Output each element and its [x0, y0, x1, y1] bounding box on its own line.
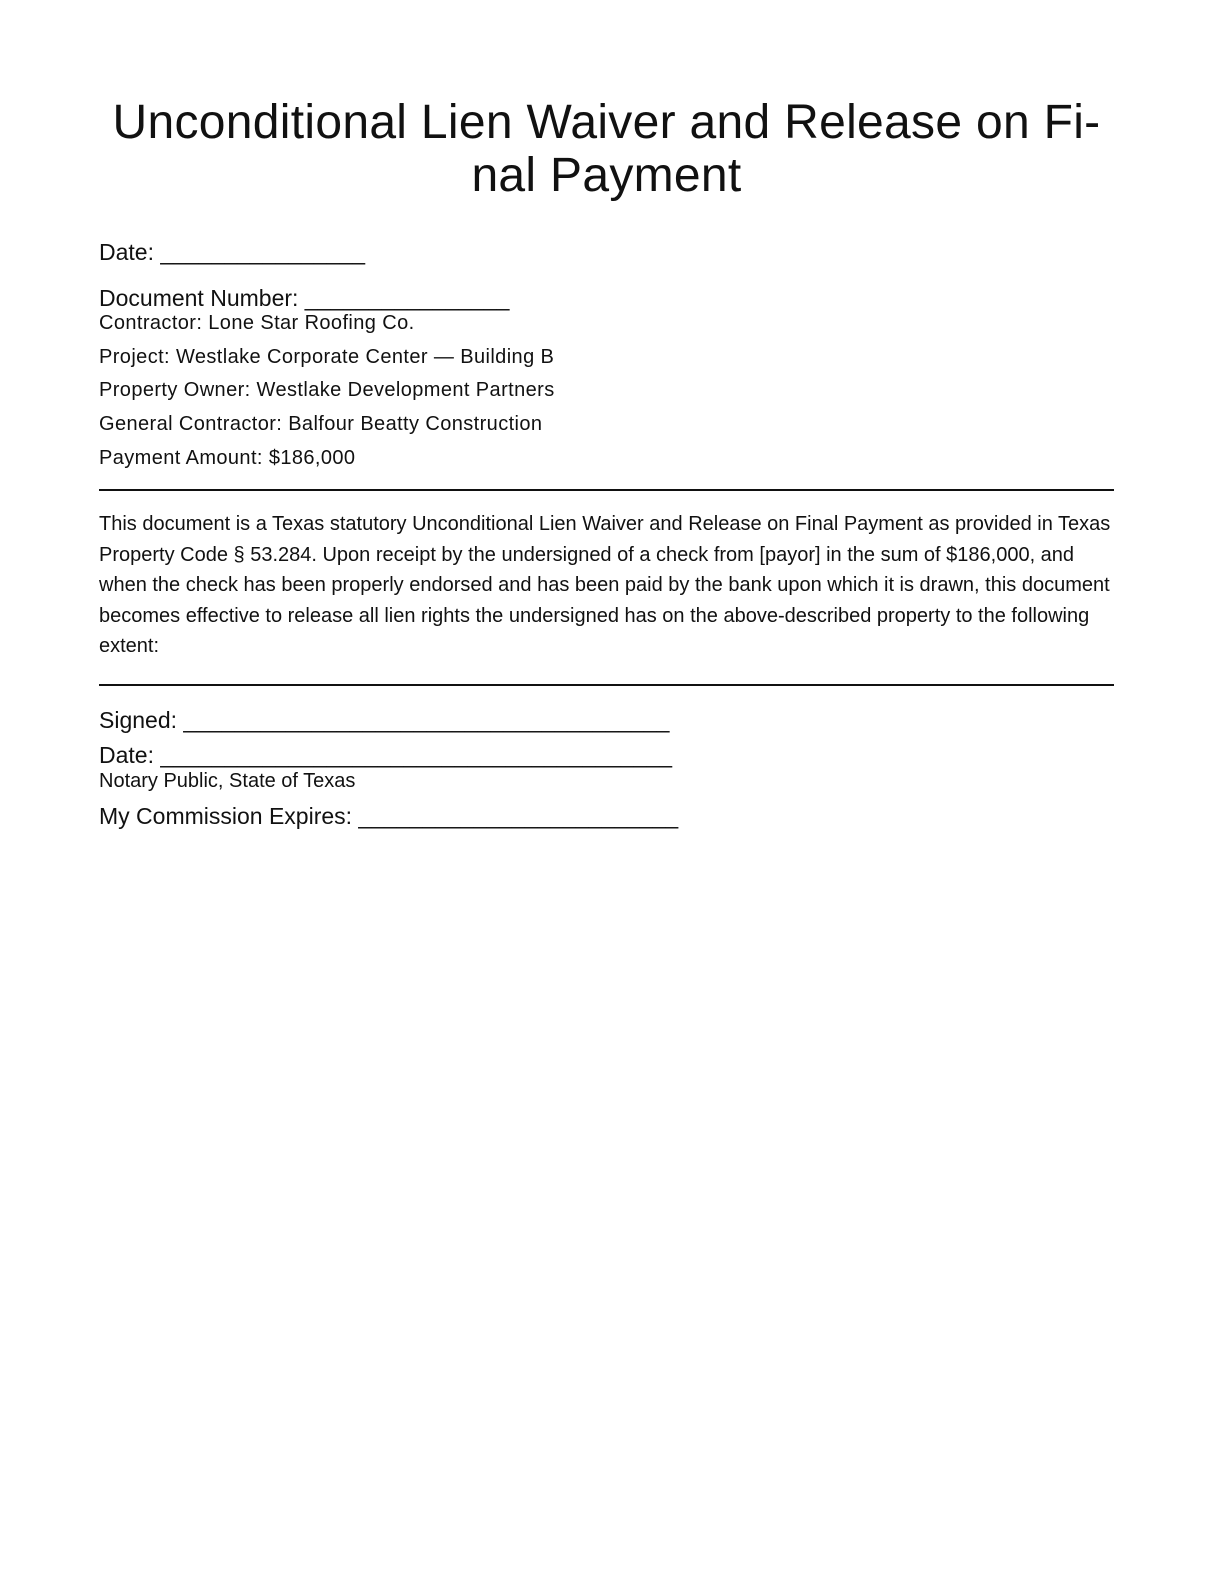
- waiver-paragraph: This document is a Texas statutory Unconditional Lien Waiver and Release on Final Payment as provided in Texas Property Code § 53.284. Upon receipt by the undersigned of a check from [payor] in the sum of $186,000, and when the check has been properly endorsed and has been paid by the bank upon which it is drawn, this document becomes effective to release all lien rights the undersigned has on the above-described property to the following extent:: [99, 513, 1111, 657]
- title-line-1: Unconditional Lien Waiver and Release on Fi-: [112, 96, 1101, 149]
- signature-date-field: Date: ________________________________________: [99, 742, 673, 768]
- signed-field: Signed: ______________________________________: [99, 707, 670, 733]
- divider-bottom: [99, 684, 1114, 686]
- payment-amount-field: Payment Amount: $186,000: [99, 447, 356, 469]
- property-owner-field: Property Owner: Westlake Development Partners: [99, 379, 555, 401]
- general-contractor-field: General Contractor: Balfour Beatty Construction: [99, 413, 543, 435]
- date-field: Date: ________________: [99, 239, 366, 265]
- document-title: [99, 96, 1114, 202]
- title-line-2: nal Payment: [471, 149, 742, 202]
- document-number-field: Document Number: ________________: [99, 285, 510, 311]
- project-field: Project: Westlake Corporate Center — Building B: [99, 346, 555, 368]
- notary-label: Notary Public, State of Texas: [99, 770, 356, 792]
- divider-top: [99, 489, 1114, 491]
- commission-expires-field: My Commission Expires: _________________________: [99, 803, 679, 829]
- contractor-field: Contractor: Lone Star Roofing Co.: [99, 312, 415, 334]
